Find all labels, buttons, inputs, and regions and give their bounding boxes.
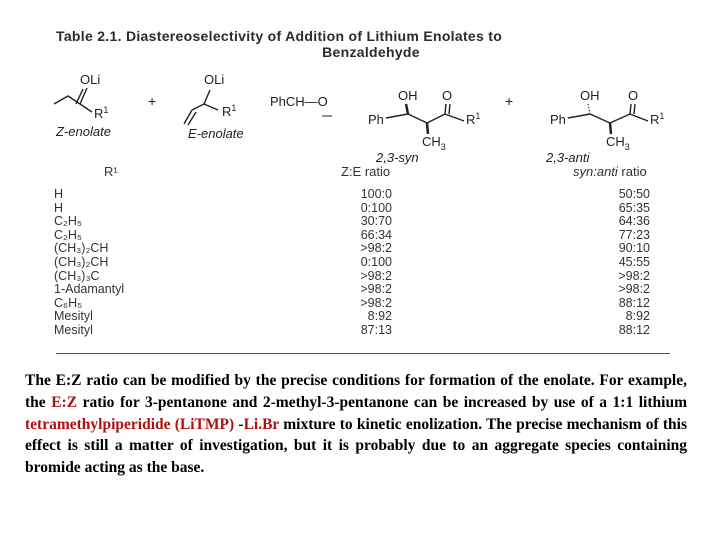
syn-ch3-label: $CH_3$ xyxy=(422,134,446,152)
cell-ze-ratio: >98:2 xyxy=(360,241,392,256)
reaction-scheme xyxy=(50,68,680,178)
cell-ze-ratio: >98:2 xyxy=(360,268,392,283)
cell-syn-anti-ratio: 77:23 xyxy=(618,227,650,242)
cell-r1: Mesityl xyxy=(54,309,93,324)
plus-sign-1: + xyxy=(148,93,157,109)
e-r1-label: $R^1$ xyxy=(222,103,237,119)
syn-label: 2,3-syn xyxy=(376,150,419,165)
para-ez-highlight: E:Z xyxy=(51,393,78,411)
cell-ze-ratio: 87:13 xyxy=(360,322,392,337)
cell-r1: C₂H₅ xyxy=(54,214,82,229)
table-row xyxy=(54,297,674,311)
table-row xyxy=(54,324,674,338)
cell-ze-ratio: 0:100 xyxy=(360,254,392,269)
table-title xyxy=(56,28,676,60)
para-text-2: ratio for 3-pentanone and 2-methyl-3-pentanone can be increased by use of a 1:1 lithium xyxy=(77,393,687,411)
cell-syn-anti-ratio: >98:2 xyxy=(618,268,650,283)
cell-syn-anti-ratio: 64:36 xyxy=(618,214,650,229)
para-litmp-highlight: tetramethylpiperidide (LiTMP) xyxy=(25,415,235,433)
cell-r1: (CH₃)₂CH xyxy=(54,241,109,256)
table-row xyxy=(54,283,674,297)
table-title-line2: Benzaldehyde xyxy=(322,44,420,60)
syn-r1-label: $R^1$ xyxy=(466,111,481,127)
syn-product-structure xyxy=(368,88,480,165)
cell-r1: (CH₃)₂CH xyxy=(54,254,109,269)
header-syn-anti-ratio xyxy=(573,164,647,179)
z-enolate-label: Z-enolate xyxy=(56,124,111,139)
table-row xyxy=(54,270,674,284)
cell-syn-anti-ratio: 65:35 xyxy=(618,200,650,215)
cell-syn-anti-ratio: 8:92 xyxy=(625,309,650,324)
cell-syn-anti-ratio: 88:12 xyxy=(618,295,650,310)
header-r1: R¹ xyxy=(104,164,118,179)
anti-ch3-label: $CH_3$ xyxy=(606,134,630,152)
z-r1-label: $R^1$ xyxy=(94,105,109,121)
header-ratio-word: ratio xyxy=(617,164,647,179)
anti-o-label: O xyxy=(628,88,639,103)
z-oli-label: OLi xyxy=(80,72,101,87)
body-paragraph xyxy=(25,370,687,479)
cell-syn-anti-ratio: >98:2 xyxy=(618,282,650,297)
cell-syn-anti-ratio: 90:10 xyxy=(618,241,650,256)
cell-ze-ratio: 66:34 xyxy=(360,227,392,242)
para-text-3: - xyxy=(234,415,244,433)
syn-ph-label: Ph xyxy=(368,112,384,127)
cell-ze-ratio: 30:70 xyxy=(360,214,392,229)
cell-syn-anti-ratio: 45:55 xyxy=(618,254,650,269)
cell-syn-anti-ratio: 50:50 xyxy=(618,187,650,201)
cell-syn-anti-ratio: 88:12 xyxy=(618,322,650,337)
cell-r1: (CH₃)₃C xyxy=(54,268,100,283)
data-table xyxy=(54,188,674,338)
syn-o-label: O xyxy=(442,88,453,103)
cell-r1: 1-Adamantyl xyxy=(54,282,125,297)
cell-r1: H xyxy=(54,187,64,201)
table-row xyxy=(54,188,674,202)
anti-ph-label: Ph xyxy=(550,112,566,127)
table-bottom-rule xyxy=(56,353,670,354)
table-header-row xyxy=(56,164,676,180)
para-libr-highlight: Li.Br xyxy=(243,415,280,433)
syn-oh-label: OH xyxy=(398,88,418,103)
cell-ze-ratio: 8:92 xyxy=(367,309,392,324)
anti-label: 2,3-anti xyxy=(546,150,590,165)
cell-ze-ratio: 0:100 xyxy=(360,200,392,215)
table-row xyxy=(54,202,674,216)
table-row xyxy=(54,242,674,256)
para-text-1: The E:Z ratio can be modified by the precise conditions for formation of the enolate. For example, the xyxy=(25,372,687,411)
cell-ze-ratio: 100:0 xyxy=(360,187,392,201)
z-enolate-structure xyxy=(54,72,111,139)
table-row xyxy=(54,310,674,324)
table-row xyxy=(54,215,674,229)
cell-r1: Mesityl xyxy=(54,322,93,337)
cell-r1: H xyxy=(54,200,64,215)
cell-r1: C₂H₅ xyxy=(54,227,82,242)
table-row xyxy=(54,229,674,243)
anti-oh-label: OH xyxy=(580,88,600,103)
anti-r1-label: $R^1$ xyxy=(650,111,665,127)
e-enolate-structure xyxy=(184,72,244,141)
e-enolate-label: E-enolate xyxy=(188,126,244,141)
cell-ze-ratio: >98:2 xyxy=(360,295,392,310)
table-row xyxy=(54,256,674,270)
header-syn-anti-italic: syn:anti xyxy=(573,164,618,179)
header-ze-ratio: Z:E ratio xyxy=(341,164,391,179)
para-text-4: mixture to kinetic enolization. The precise mechanism of this effect is still a matter of investigation, but it is probably due to an aggregate species containing bromide acting as the base. xyxy=(25,415,687,477)
e-oli-label: OLi xyxy=(204,72,225,87)
plus-sign-2: + xyxy=(505,93,514,109)
cell-r1: C₆H₅ xyxy=(54,295,83,310)
reaction-scheme-drawing xyxy=(50,68,680,178)
anti-product-structure xyxy=(545,88,664,165)
aldehyde-label: PhCH—O xyxy=(270,94,328,109)
table-title-line1: Table 2.1. Diastereoselectivity of Addition of Lithium Enolates to xyxy=(56,28,503,44)
cell-ze-ratio: >98:2 xyxy=(360,282,392,297)
